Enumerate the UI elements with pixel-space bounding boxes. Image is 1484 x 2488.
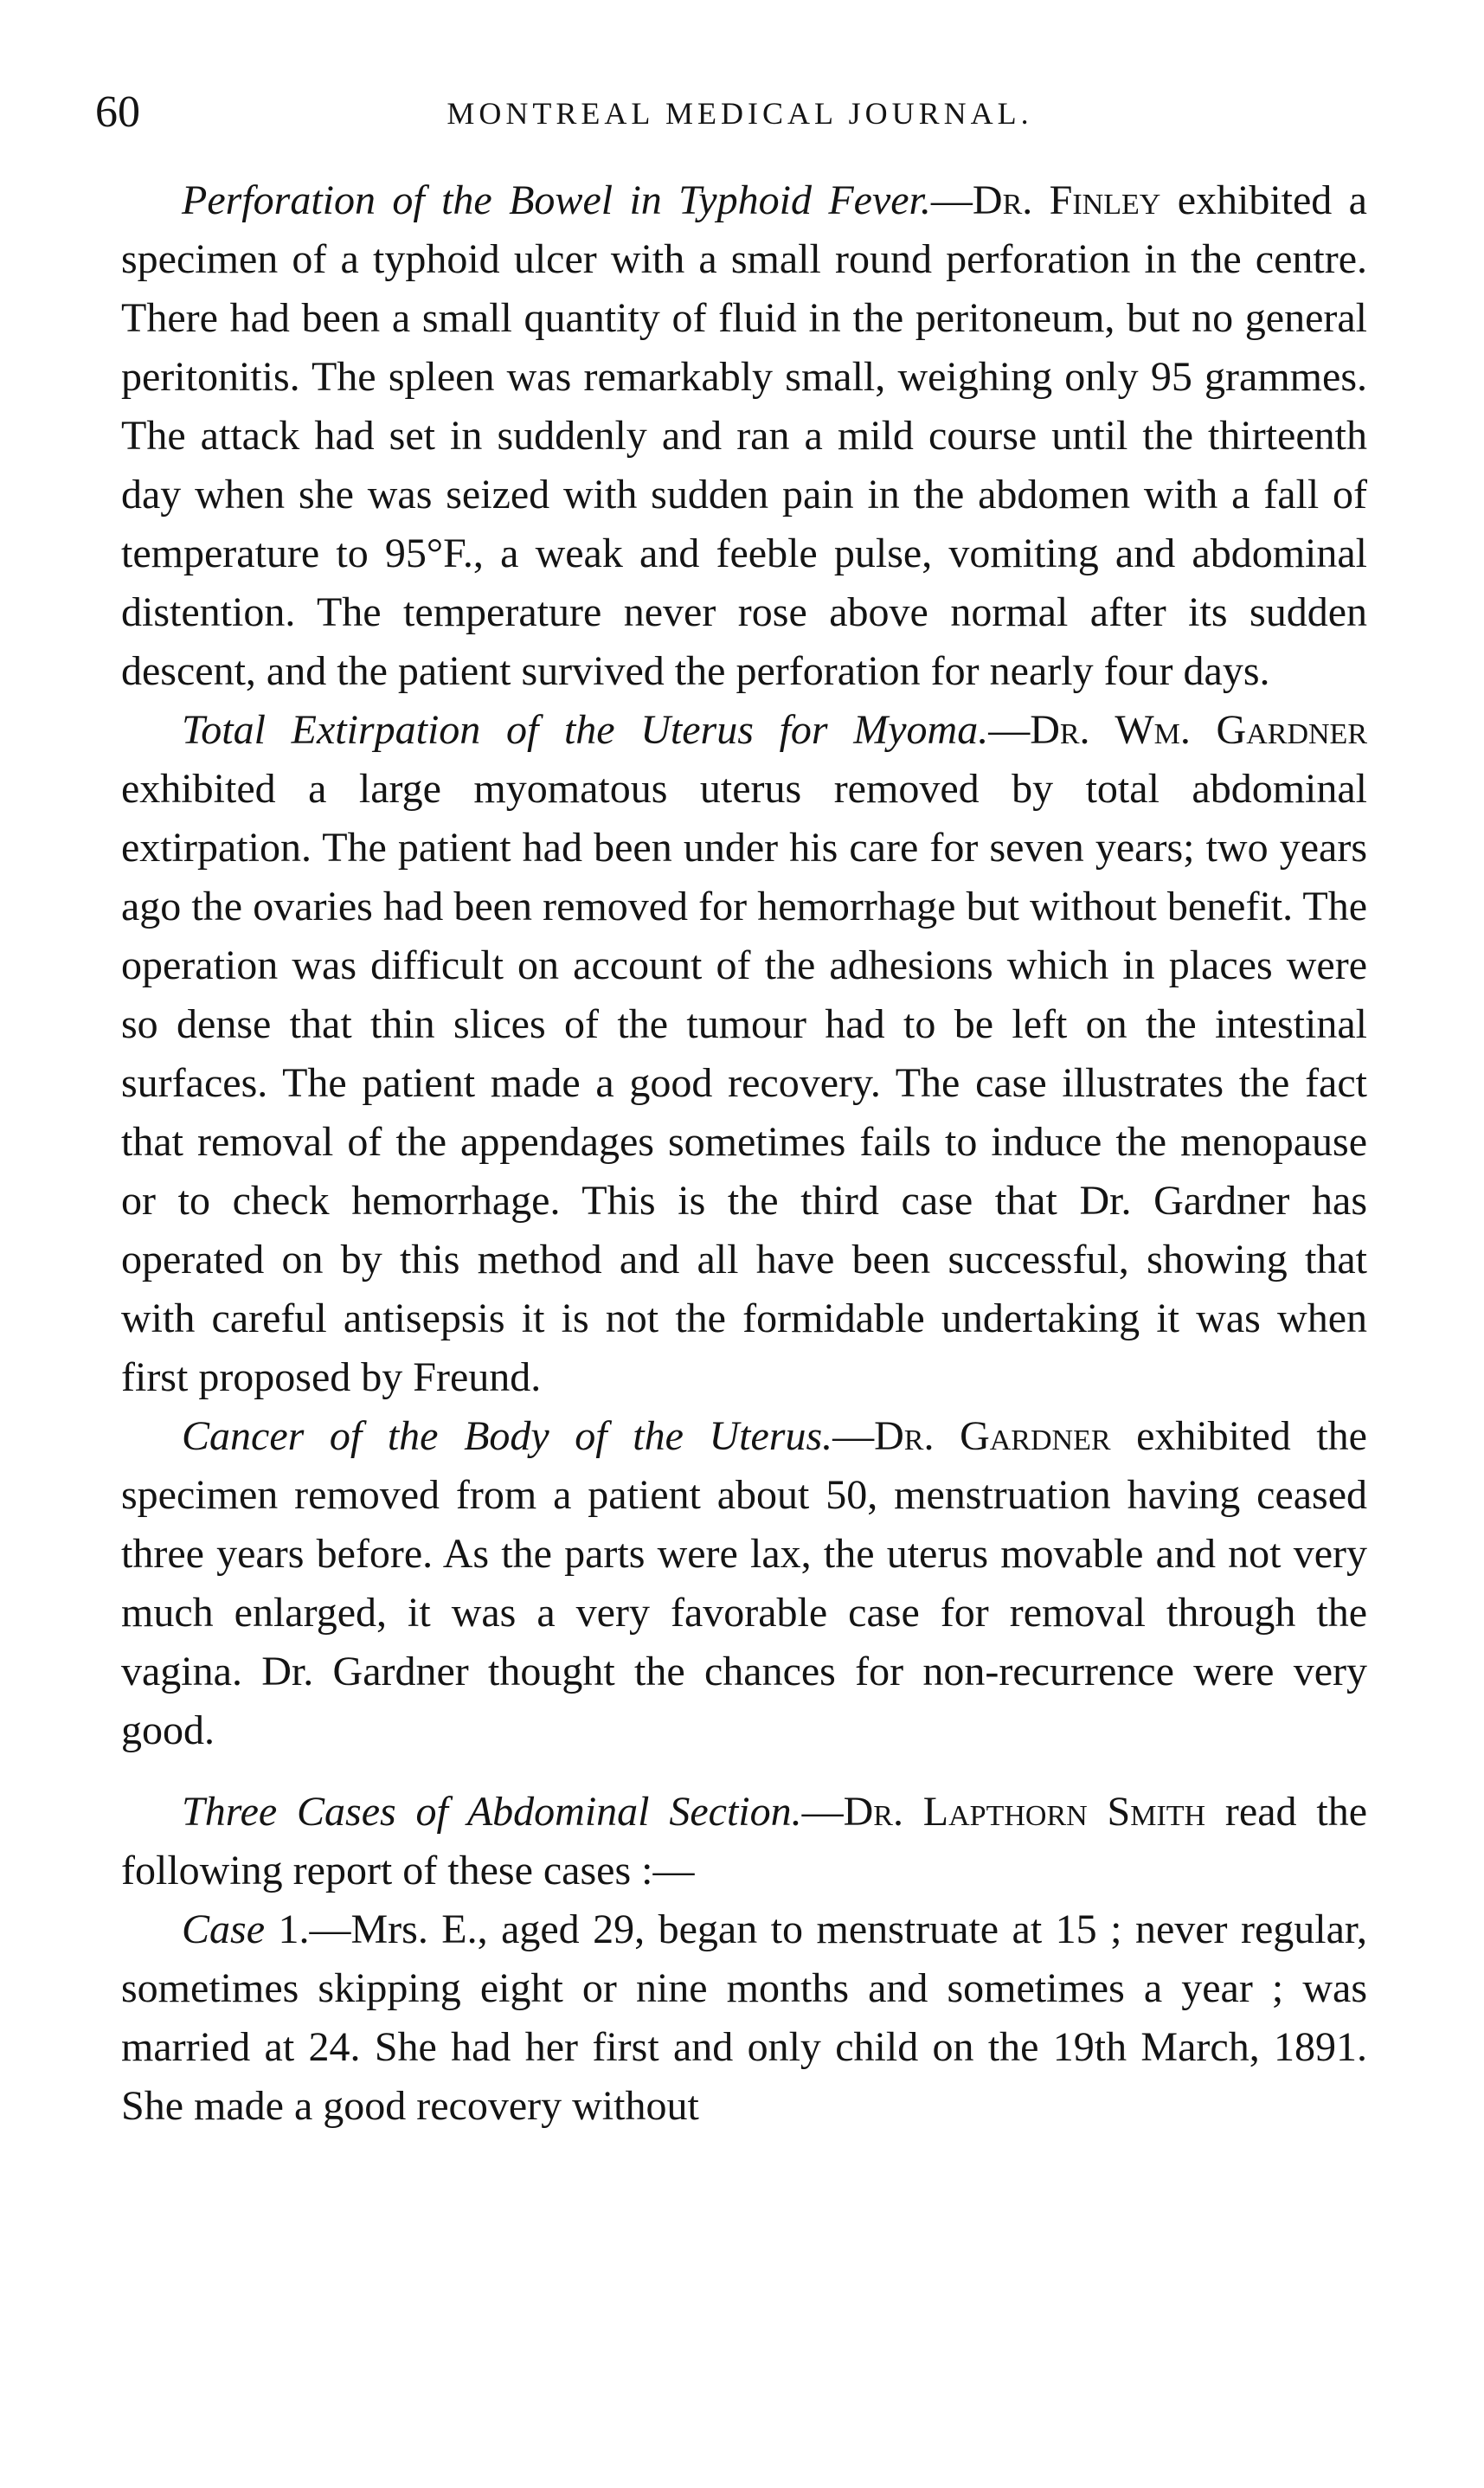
running-head xyxy=(95,82,1367,143)
article-body xyxy=(121,171,1367,2136)
speaker-name: Dr. Wm. Gardner xyxy=(1030,707,1367,753)
case-label: Case xyxy=(182,1906,265,1952)
paragraph-text: read the following report of these cases :— xyxy=(121,1789,1367,1893)
paragraph-typhoid-perforation xyxy=(121,171,1367,701)
paragraph-text: 1.—Mrs. E., aged 29, began to menstruate at 15 ; never regular, sometimes skipping eight or nine months and sometimes a year ; was married at 24. She had her first and only child on the 19th March, 1891. She made a good recovery without xyxy=(121,1906,1367,2129)
paragraph-uterine-cancer xyxy=(121,1407,1367,1760)
journal-title: MONTREAL MEDICAL JOURNAL. xyxy=(446,96,1033,131)
paragraph-case-1 xyxy=(121,1900,1367,2136)
section-title: Total Extirpation of the Uterus for Myoma. xyxy=(182,707,989,753)
em-dash: — xyxy=(801,1789,844,1835)
paragraph-text: exhibited a large myomatous uterus removed by total abdominal extirpation. The patient had been under his care for seven years; two years ago the ovaries had been removed for hemorrhage but without benefit. The operation was difficult on account of the adhesions which in places were so dense that thin slices of the tumour had to be left on the intestinal surfaces. The patient made a good recovery. The case illustrates the fact that removal of the appendages sometimes fails to induce the menopause or to check hemorrhage. This is the third case that Dr. Gardner has operated on by this method and all have been successful, showing that with careful antisepsis it is not the formidable undertaking it was when first proposed by Freund. xyxy=(121,766,1367,1400)
paragraph-abdominal-section xyxy=(121,1783,1367,1900)
em-dash: — xyxy=(930,177,973,223)
paragraph-text: exhibited a specimen of a typhoid ulcer with a small round perforation in the centre. There had been a small quantity of fluid in the peritoneum, but no general peritonitis. The spleen was remarkably small, weighing only 95 grammes. The attack had set in suddenly and ran a mild course until the thirteenth day when she was seized with sudden pain in the abdomen with a fall of temperature to 95°F., a weak and feeble pulse, vomiting and abdominal distention. The temperature never rose above normal after its sudden descent, and the patient survived the perforation for nearly four days. xyxy=(121,177,1367,694)
speaker-name: Dr. Lapthorn Smith xyxy=(843,1789,1206,1835)
section-title: Perforation of the Bowel in Typhoid Fever. xyxy=(182,177,931,223)
section-title: Cancer of the Body of the Uterus. xyxy=(182,1413,833,1459)
em-dash: — xyxy=(988,707,1031,753)
page-number: 60 xyxy=(95,87,140,137)
paragraph-uterus-myoma xyxy=(121,701,1367,1407)
paragraph-text: exhibited the specimen removed from a patient about 50, menstruation having ceased three years before. As the parts were lax, the uterus movable and not very much enlarged, it was a very favorable case for removal through the vagina. Dr. Gardner thought the chances for non-recurrence were very good. xyxy=(121,1413,1367,1753)
speaker-name: Dr. Finley xyxy=(972,177,1161,223)
speaker-name: Dr. Gardner xyxy=(874,1413,1111,1459)
em-dash: — xyxy=(832,1413,875,1459)
section-title: Three Cases of Abdominal Section. xyxy=(182,1789,802,1835)
